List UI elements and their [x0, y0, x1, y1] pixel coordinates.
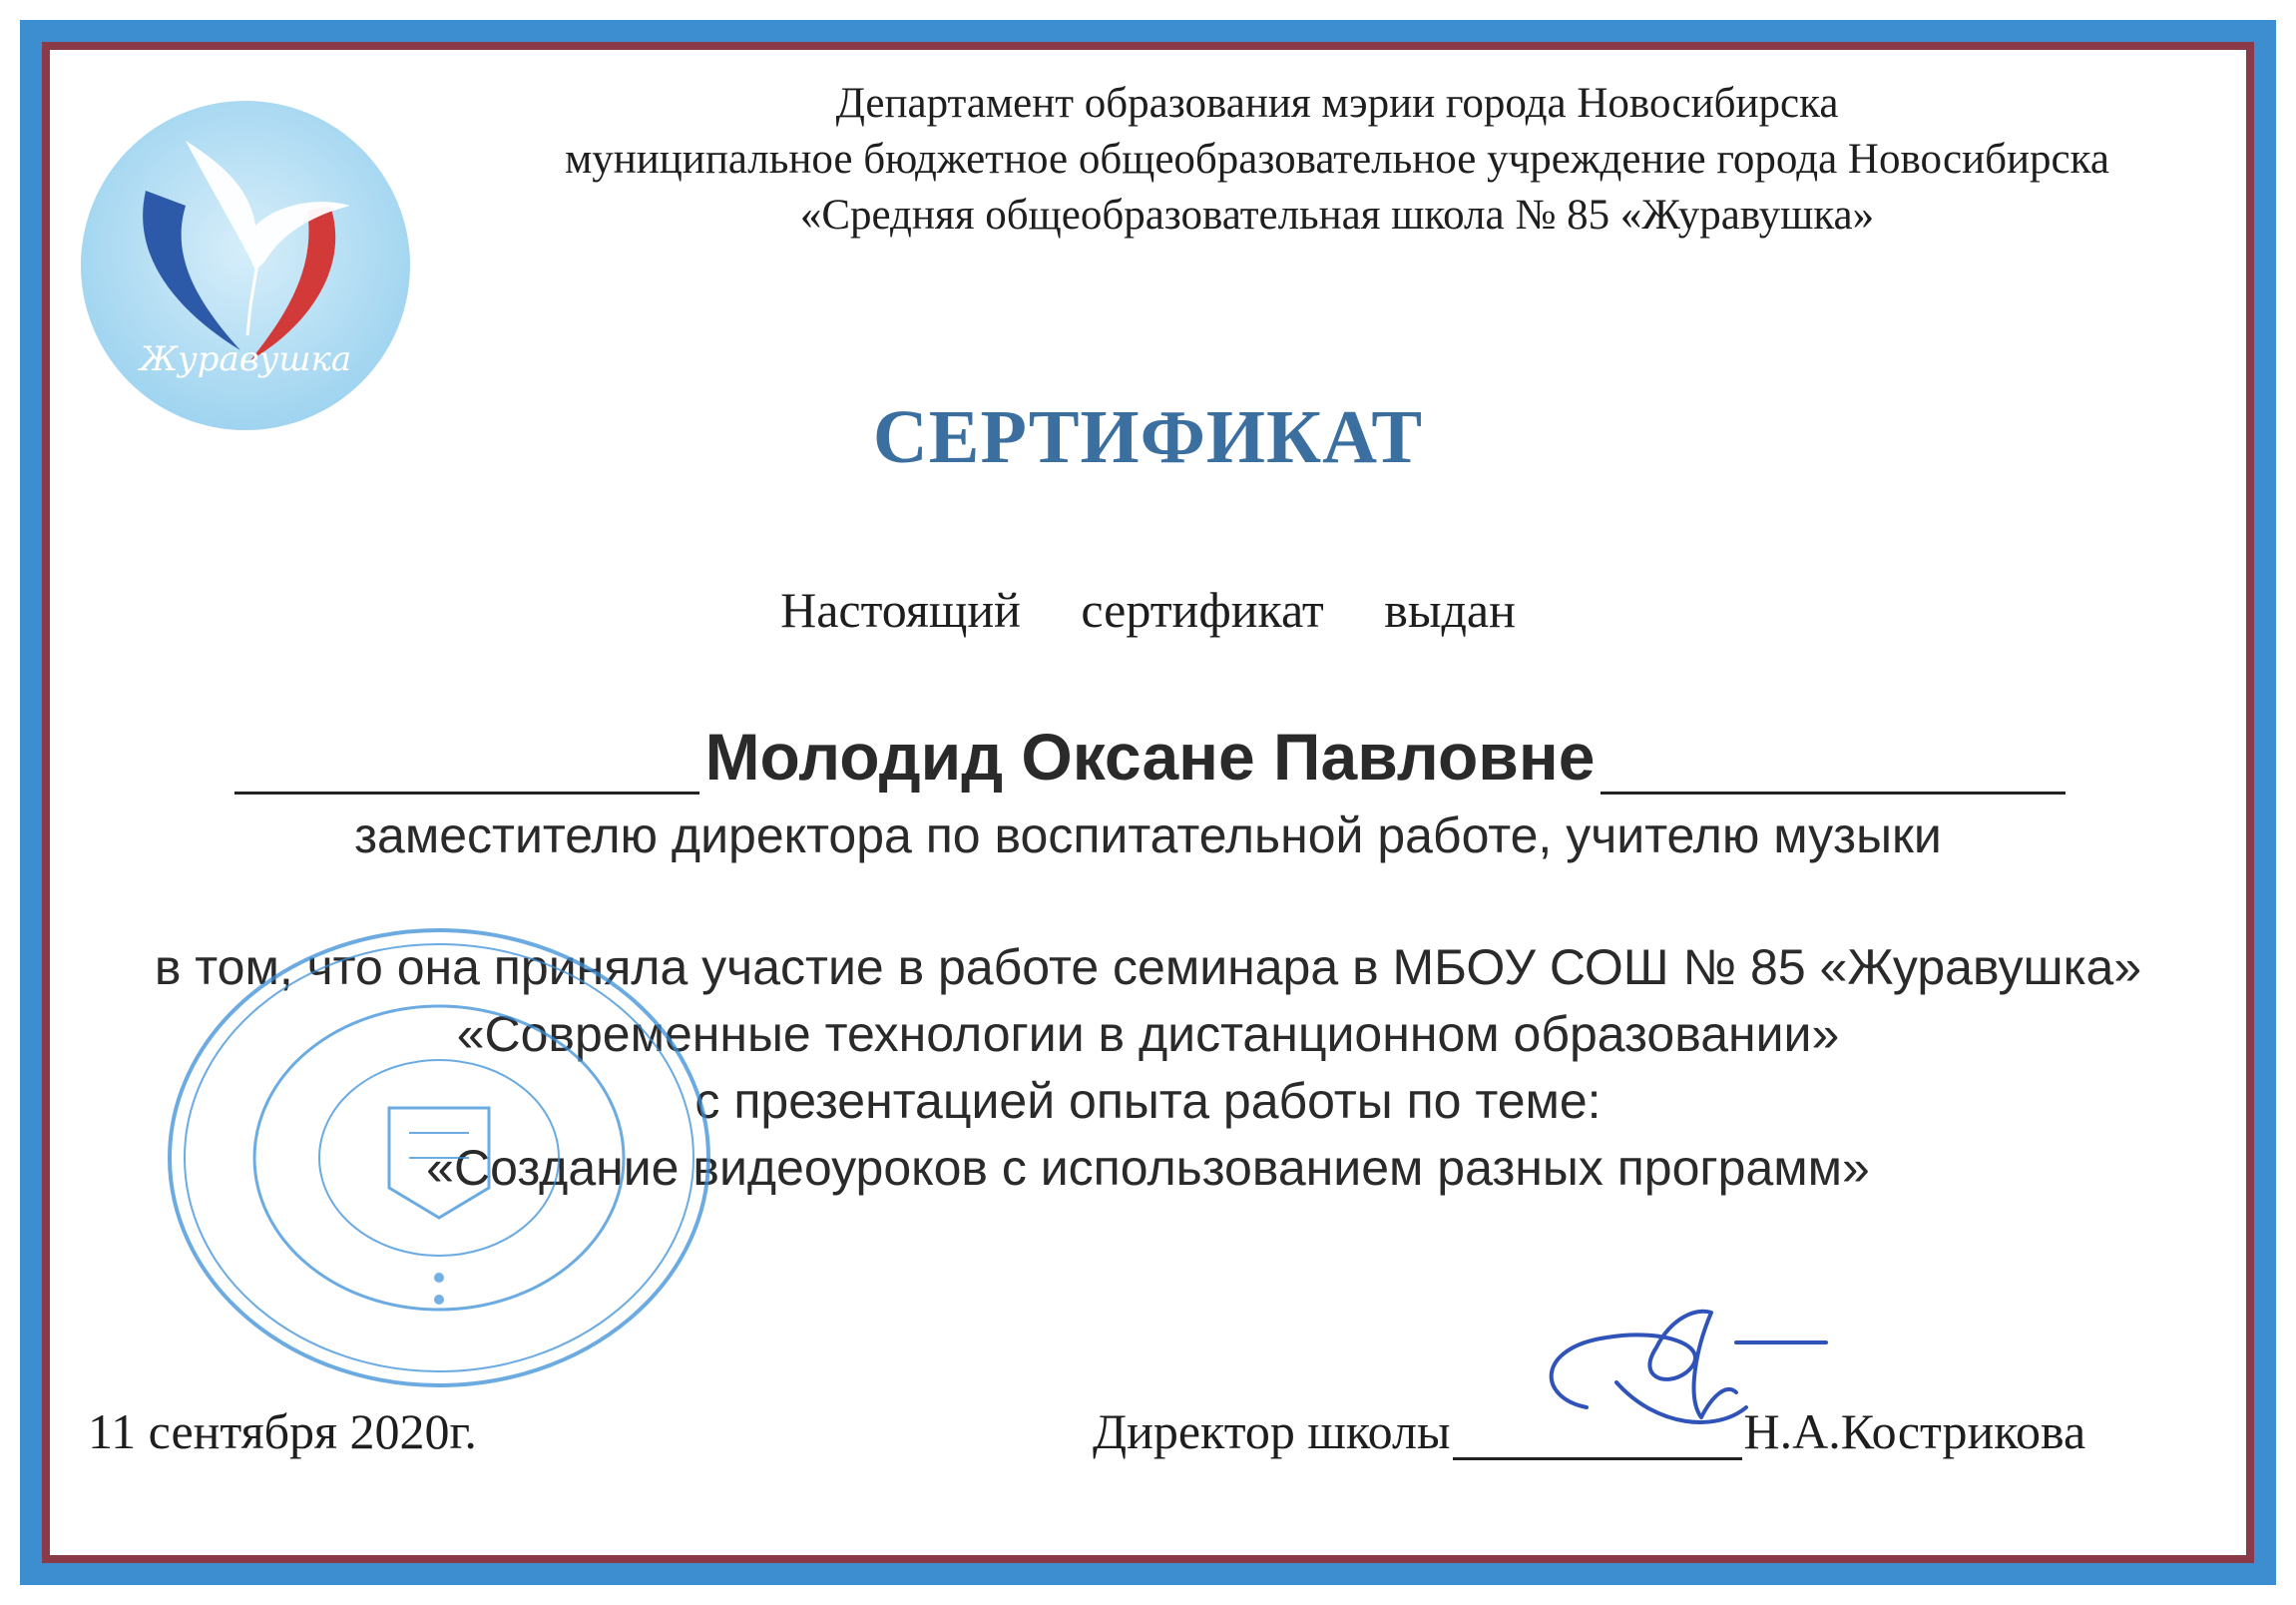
body-line-4: «Создание видеоуроков с использованием разных программ»	[426, 1140, 1870, 1196]
logo-text: Журавушка	[139, 339, 352, 379]
director-name: Н.А.Кострикова	[1743, 1403, 2086, 1459]
crane-logo-icon	[76, 96, 415, 435]
certificate-title: СЕРТИФИКАТ	[872, 395, 1424, 479]
recipient-position: заместителю директора по воспитательной работе, учителю музыки	[354, 807, 1942, 863]
recipient-name: Молодид Оксане Павловне	[704, 720, 1596, 794]
body-line-3: с презентацией опыта работы по теме:	[694, 1073, 1602, 1129]
recipient-row	[234, 719, 2066, 795]
header-department: Департамент образования мэрии города Новосибирска	[835, 80, 1839, 127]
header-school-name: «Средняя общеобразовательная школа № 85 «Журавушка»	[799, 192, 1875, 239]
name-underline-right	[1601, 724, 2066, 795]
director-label: Директор школы	[1093, 1403, 1451, 1459]
name-underline-left	[234, 724, 699, 795]
issued-text: Настоящий сертификат выдан	[780, 582, 1516, 638]
header-institution: муниципальное бюджетное общеобразовательное учреждение города Новосибирска	[565, 136, 2109, 183]
body-line-2: «Современные технологии в дистанционном образовании»	[456, 1006, 1840, 1062]
issue-date: 11 сентября 2020г.	[88, 1403, 477, 1459]
school-seal-stamp-icon	[160, 918, 718, 1397]
body-line-1: в том, что она приняла участие в работе семинара в МБОУ СОШ № 85 «Журавушка»	[154, 939, 2142, 995]
director-signature-icon	[1497, 1288, 1836, 1457]
